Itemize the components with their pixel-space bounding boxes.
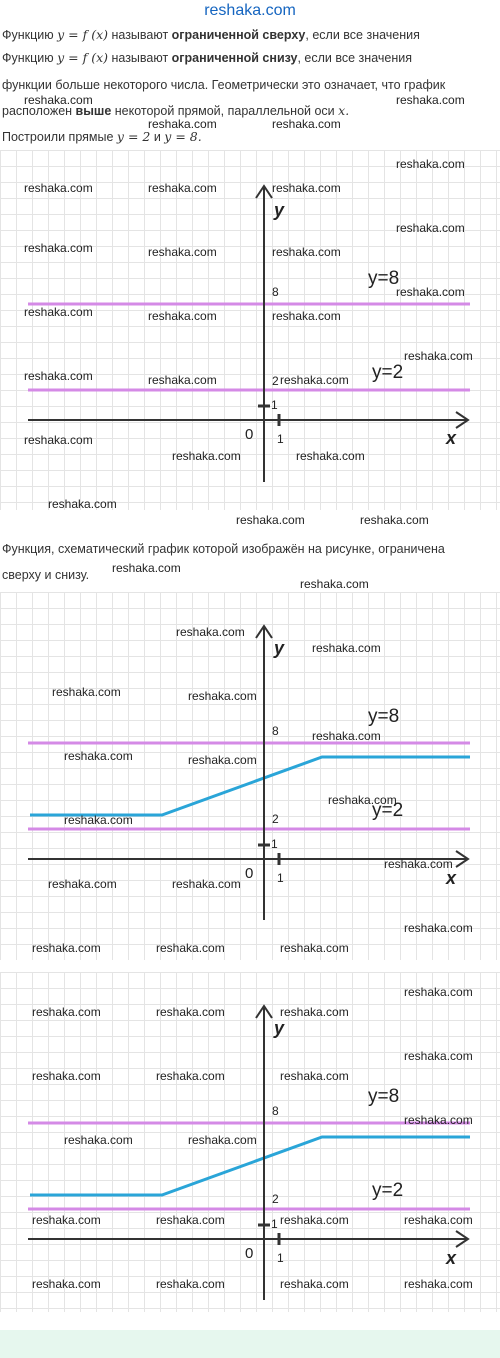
definition-line-3: функции больше некоторого числа. Геометрически это означает, что график xyxy=(2,78,446,92)
watermark-text: reshaka.com xyxy=(396,221,465,235)
watermark-text: reshaka.com xyxy=(156,1069,225,1083)
x-one-label: 1 xyxy=(277,871,284,885)
watermark-text: reshaka.com xyxy=(272,245,341,259)
watermark-text: reshaka.com xyxy=(328,793,397,807)
tick-8-label: 8 xyxy=(272,1104,279,1118)
watermark-text: reshaka.com xyxy=(148,181,217,195)
text-part: называют xyxy=(108,51,172,65)
watermark-text: reshaka.com xyxy=(32,1069,101,1083)
bold-term: ограниченной снизу xyxy=(171,51,298,65)
text-part: некоторой прямой, параллельной оси xyxy=(111,104,339,118)
watermark-text: reshaka.com xyxy=(148,309,217,323)
y-axis-label: y xyxy=(274,1018,285,1038)
text-part: , если все значения xyxy=(305,28,420,42)
watermark-text: reshaka.com xyxy=(272,117,341,131)
watermark-text: reshaka.com xyxy=(64,1133,133,1147)
watermark-text: reshaka.com xyxy=(32,1277,101,1291)
origin-label: 0 xyxy=(245,426,254,443)
y-one-label: 1 xyxy=(271,398,278,412)
x-axis-label: x xyxy=(446,428,457,448)
watermark-text: reshaka.com xyxy=(272,309,341,323)
y-axis-label: y xyxy=(274,200,285,220)
watermark-text: reshaka.com xyxy=(156,1005,225,1019)
watermark-text: reshaka.com xyxy=(360,513,429,527)
watermark-text: reshaka.com xyxy=(404,1049,473,1063)
watermark-text: reshaka.com xyxy=(188,1133,257,1147)
line-y2-label: y=2 xyxy=(372,800,404,821)
watermark-text: reshaka.com xyxy=(24,305,93,319)
watermark-text: reshaka.com xyxy=(280,1213,349,1227)
text-part: , если все значения xyxy=(297,51,412,65)
text-part: называют xyxy=(108,28,172,42)
watermark-text: reshaka.com xyxy=(24,93,93,107)
watermark-text: reshaka.com xyxy=(156,1277,225,1291)
origin-label: 0 xyxy=(245,1245,254,1262)
watermark-text: reshaka.com xyxy=(148,373,217,387)
watermark-text: reshaka.com xyxy=(280,373,349,387)
x-axis-label: x xyxy=(446,1248,457,1268)
watermark-text: reshaka.com xyxy=(396,157,465,171)
watermark-text: reshaka.com xyxy=(64,813,133,827)
text-part: расположен xyxy=(2,104,76,118)
watermark-text: reshaka.com xyxy=(188,753,257,767)
watermark-text: reshaka.com xyxy=(296,449,365,463)
watermark-text: reshaka.com xyxy=(172,877,241,891)
text-part: и xyxy=(150,130,165,144)
figure-lines-only xyxy=(0,150,500,510)
constructed-lines-text xyxy=(2,129,202,144)
y-axis-label: y xyxy=(274,638,285,658)
bold-term: выше xyxy=(75,104,112,118)
y-one-label: 1 xyxy=(271,1217,278,1231)
graph-svg xyxy=(0,150,500,510)
x-axis-label: x xyxy=(446,868,457,888)
definition-bounded-below xyxy=(2,50,412,65)
watermark-text: reshaka.com xyxy=(300,577,369,591)
site-header[interactable]: reshaka.com xyxy=(204,2,296,19)
watermark-text: reshaka.com xyxy=(24,369,93,383)
watermark-text: reshaka.com xyxy=(404,349,473,363)
watermark-text: reshaka.com xyxy=(24,433,93,447)
line-y2-label: y=2 xyxy=(372,1180,404,1201)
watermark-text: reshaka.com xyxy=(188,689,257,703)
line-y8-label: y=8 xyxy=(368,706,400,727)
math-expression: x. xyxy=(338,103,350,118)
watermark-text: reshaka.com xyxy=(404,1113,473,1127)
conclusion-line-1: Функция, схематический график которой изображён на рисунке, ограничена xyxy=(2,542,445,556)
bold-term: ограниченной сверху xyxy=(171,28,306,42)
math-expression: y = 8. xyxy=(164,129,202,144)
watermark-text: reshaka.com xyxy=(272,181,341,195)
watermark-text: reshaka.com xyxy=(64,749,133,763)
line-y8-label: y=8 xyxy=(368,1086,400,1107)
watermark-text: reshaka.com xyxy=(280,1277,349,1291)
math-expression: y = f (x) xyxy=(57,50,109,65)
line-y2-label: y=2 xyxy=(372,362,404,383)
watermark-text: reshaka.com xyxy=(48,877,117,891)
y-one-label: 1 xyxy=(271,837,278,851)
text-part: Функцию xyxy=(2,28,58,42)
tick-2-label: 2 xyxy=(272,1192,279,1206)
line-y8-label: y=8 xyxy=(368,268,400,289)
watermark-text: reshaka.com xyxy=(404,921,473,935)
watermark-text: reshaka.com xyxy=(312,729,381,743)
text-part: Функцию xyxy=(2,51,58,65)
watermark-text: reshaka.com xyxy=(176,625,245,639)
tick-8-label: 8 xyxy=(272,285,279,299)
tick-2-label: 2 xyxy=(272,812,279,826)
watermark-text: reshaka.com xyxy=(156,1213,225,1227)
figure-bounded-function-1 xyxy=(0,592,500,960)
watermark-text: reshaka.com xyxy=(384,857,453,871)
watermark-text: reshaka.com xyxy=(148,245,217,259)
watermark-text: reshaka.com xyxy=(32,1213,101,1227)
x-one-label: 1 xyxy=(277,432,284,446)
watermark-text: reshaka.com xyxy=(396,285,465,299)
watermark-text: reshaka.com xyxy=(24,241,93,255)
watermark-text: reshaka.com xyxy=(404,985,473,999)
watermark-text: reshaka.com xyxy=(404,1213,473,1227)
watermark-text: reshaka.com xyxy=(32,1005,101,1019)
watermark-text: reshaka.com xyxy=(172,449,241,463)
graph-svg xyxy=(0,592,500,960)
watermark-text: reshaka.com xyxy=(236,513,305,527)
watermark-text: reshaka.com xyxy=(24,181,93,195)
x-one-label: 1 xyxy=(277,1251,284,1265)
watermark-text: reshaka.com xyxy=(52,685,121,699)
watermark-text: reshaka.com xyxy=(148,117,217,131)
origin-label: 0 xyxy=(245,865,254,882)
watermark-text: reshaka.com xyxy=(280,1069,349,1083)
tick-8-label: 8 xyxy=(272,724,279,738)
tick-2-label: 2 xyxy=(272,374,279,388)
watermark-text: reshaka.com xyxy=(396,93,465,107)
math-expression: y = f (x) xyxy=(57,27,109,42)
watermark-text: reshaka.com xyxy=(156,941,225,955)
watermark-text: reshaka.com xyxy=(280,941,349,955)
definition-bounded-above xyxy=(2,27,420,42)
watermark-text: reshaka.com xyxy=(48,497,117,511)
text-part: Построили прямые xyxy=(2,130,117,144)
watermark-text: reshaka.com xyxy=(312,641,381,655)
watermark-text: reshaka.com xyxy=(280,1005,349,1019)
math-expression: y = 2 xyxy=(116,129,151,144)
watermark-text: reshaka.com xyxy=(112,561,181,575)
footer-bar xyxy=(0,1330,500,1358)
watermark-text: reshaka.com xyxy=(404,1277,473,1291)
watermark-text: reshaka.com xyxy=(32,941,101,955)
conclusion-line-2: сверху и снизу. xyxy=(2,568,90,582)
